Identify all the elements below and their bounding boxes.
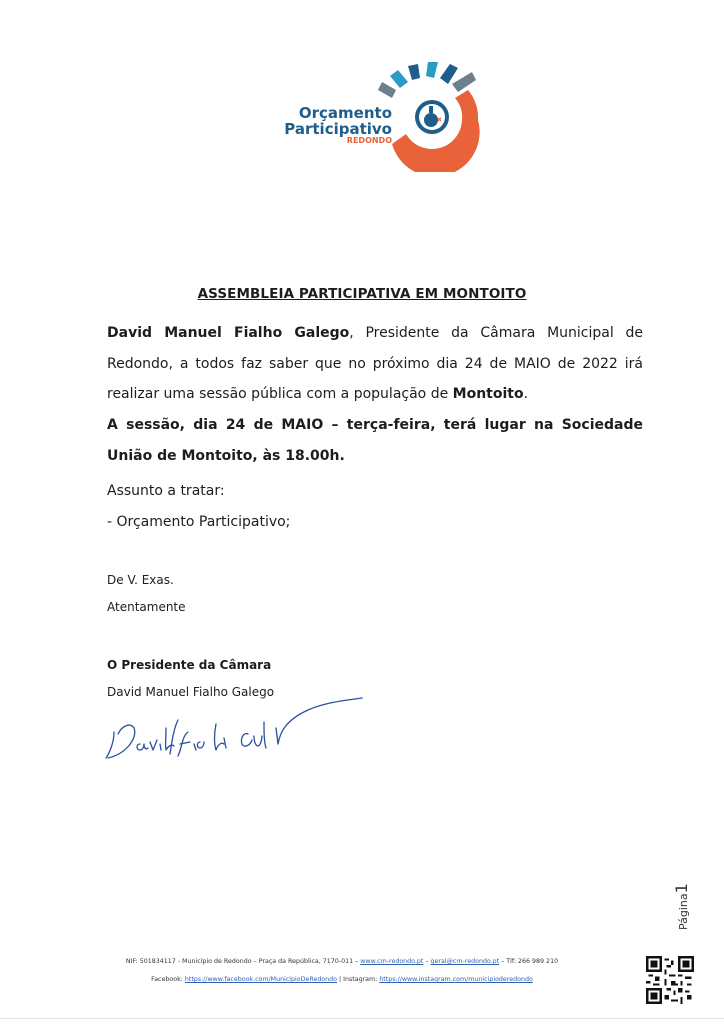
announcement-text-2: . — [523, 386, 529, 402]
footer-facebook-link[interactable]: https://www.facebook.com/MunicipioDeRedondo — [184, 976, 338, 983]
session-details-paragraph: A sessão, dia 24 de MAIO – terça-feira, terá lugar na Sociedade União de Montoito, às 18.00h. — [107, 417, 643, 464]
handwritten-signature — [100, 692, 370, 772]
footer-email-link[interactable]: geral@cm-redondo.pt — [430, 958, 500, 965]
subject-label: Assunto a tratar: — [107, 483, 225, 499]
president-name: David Manuel Fialho Galego — [107, 325, 350, 341]
footer-contact-line — [0, 958, 684, 965]
footer-website-link[interactable]: www.cm-redondo.pt — [360, 958, 424, 965]
logo-line-1: Orçamento — [298, 104, 392, 122]
closing-line-1: De V. Exas. — [107, 573, 174, 587]
footer-address: NIF: 501834117 - Município de Redondo – Praça da República, 7170-011 – — [125, 958, 361, 965]
footer-phone: – Tlf: 266 989 210 — [499, 958, 559, 965]
announcement-text-1: , Presidente da Câmara Municipal de Redondo, a todos faz saber que no próximo dia 24 de MAIO de 2022 irá realizar uma sessão pública com a população de — [107, 325, 643, 402]
closing-line-2: Atentamente — [107, 600, 186, 614]
footer-instagram-label: | Instagram: — [337, 976, 380, 983]
page-number: 1 — [672, 883, 691, 894]
logo-line-2: Participativo — [284, 120, 392, 138]
footer-separator: – — [423, 958, 431, 965]
footer-social-line — [0, 976, 684, 983]
document-title: ASSEMBLEIA PARTICIPATIVA EM MONTOITO — [197, 286, 527, 302]
qr-code-icon — [646, 956, 694, 1004]
logo-line-3: REDONDO — [346, 136, 392, 145]
footer-facebook-label: Facebook: — [151, 976, 185, 983]
page-label: Página — [677, 893, 690, 930]
signatory-title: O Presidente da Câmara — [107, 658, 272, 672]
place-name: Montoito — [452, 386, 524, 402]
page-bottom-rule — [0, 1018, 724, 1019]
signatory-name: David Manuel Fialho Galego — [107, 685, 275, 699]
footer-instagram-link[interactable]: https://www.instagram.com/municipioderedondo — [379, 976, 533, 983]
announcement-paragraph — [107, 318, 643, 410]
subject-item: - Orçamento Participativo; — [107, 514, 291, 530]
page-number-block — [664, 880, 714, 930]
orcamento-participativo-logo — [272, 62, 492, 172]
